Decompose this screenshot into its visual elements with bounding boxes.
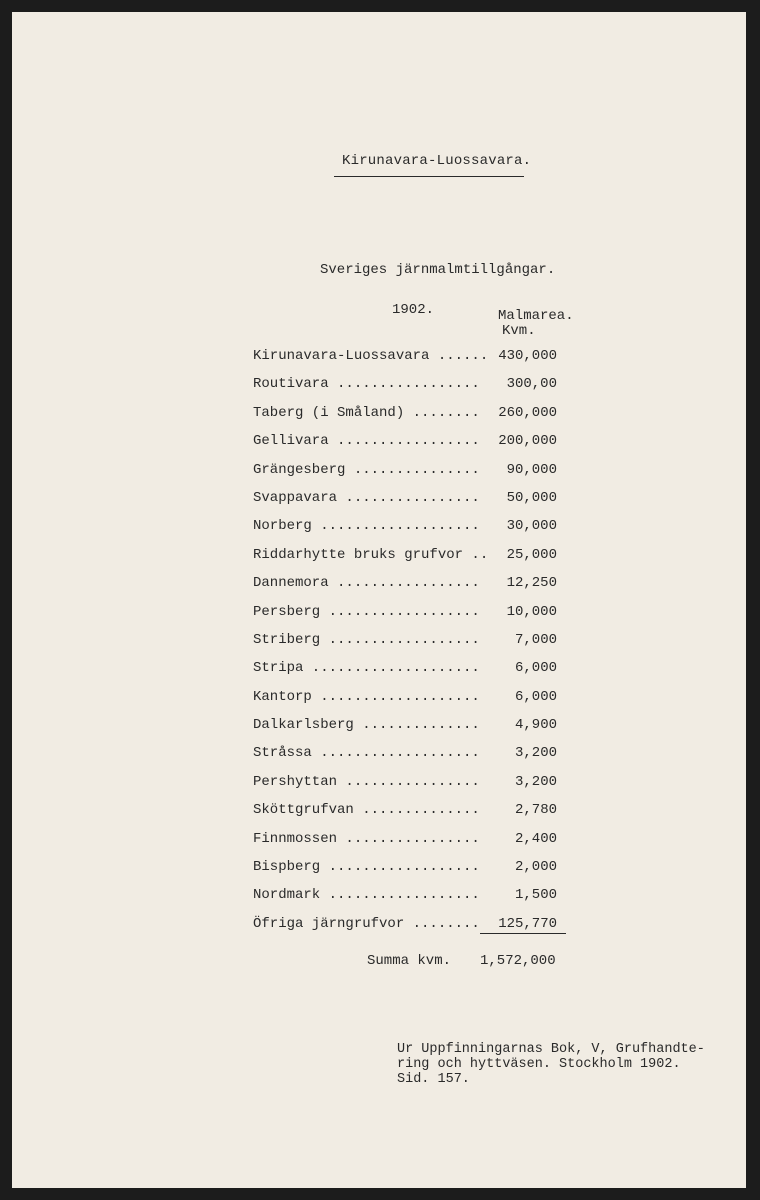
- total-value: 1,572,000: [480, 953, 556, 969]
- mine-name: Dalkarlsberg ..............: [253, 717, 480, 734]
- table-row: [253, 346, 573, 374]
- table-row: [253, 885, 573, 913]
- table-row: [253, 715, 573, 743]
- table-row: [253, 800, 573, 828]
- source-line: Ur Uppfinningarnas Bok, V, Grufhandte-: [397, 1042, 705, 1057]
- table-row: [253, 857, 573, 885]
- mine-area: 10,000: [506, 603, 557, 620]
- document-page: [12, 12, 746, 1188]
- table-row: [253, 687, 573, 715]
- mine-name: Kirunavara-Luossavara ......: [253, 348, 489, 364]
- mine-name: Striberg ..................: [253, 631, 480, 648]
- mine-area: 2,780: [514, 802, 557, 819]
- mine-area: 2,400: [514, 830, 557, 847]
- mine-name: Nordmark ..................: [253, 887, 480, 904]
- table-row: [253, 516, 573, 544]
- mine-name: Dannemora .................: [253, 575, 480, 592]
- mine-area: 6,000: [514, 688, 557, 705]
- mine-area: 50,000: [506, 489, 557, 506]
- mine-area: 6,000: [514, 660, 557, 677]
- table-row: [253, 829, 573, 857]
- mine-area: 7,000: [514, 631, 557, 648]
- table-row: [253, 772, 573, 800]
- column-header-label: Malmarea.: [498, 308, 574, 324]
- table-row: [253, 488, 573, 516]
- document-heading: Kirunavara-Luossavara.: [342, 153, 532, 169]
- mine-name: Norberg ...................: [253, 518, 480, 535]
- table-year: 1902.: [392, 302, 435, 318]
- mine-name: Routivara .................: [253, 376, 480, 393]
- table-row: [253, 743, 573, 771]
- table-row: [253, 374, 573, 402]
- mine-name: Riddarhytte bruks grufvor ..: [253, 546, 489, 563]
- table-row: [253, 460, 573, 488]
- table-row: [253, 658, 573, 686]
- mine-name: Stråssa ...................: [253, 745, 480, 762]
- table-row: [253, 431, 573, 459]
- heading-underline: [334, 176, 524, 177]
- source-citation: [397, 1042, 705, 1087]
- mine-name: Sköttgrufvan ..............: [253, 802, 480, 819]
- mine-area: 260,000: [498, 404, 557, 421]
- mine-area: 300,00: [506, 376, 557, 393]
- mine-name: Persberg ..................: [253, 603, 480, 620]
- mine-table: [253, 346, 573, 942]
- mine-area: 90,000: [506, 461, 557, 478]
- mine-name: Gellivara .................: [253, 433, 480, 450]
- column-header-unit: Kvm.: [502, 323, 536, 339]
- table-row: [253, 914, 573, 942]
- mine-name: Finnmossen ................: [253, 830, 480, 847]
- mine-area: 200,000: [498, 433, 557, 450]
- mine-area: 25,000: [506, 546, 557, 563]
- mine-area: 30,000: [506, 518, 557, 535]
- mine-name: Öfriga järngrufvor ........: [253, 915, 480, 932]
- mine-area: 1,500: [514, 887, 557, 904]
- mine-area: 3,200: [514, 745, 557, 762]
- table-title: Sveriges järnmalmtillgångar.: [320, 262, 556, 278]
- mine-area: 12,250: [506, 575, 557, 592]
- source-line: ring och hyttväsen. Stockholm 1902.: [397, 1057, 681, 1072]
- mine-name: Kantorp ...................: [253, 688, 480, 705]
- mine-area: 125,770: [498, 915, 557, 932]
- total-label: Summa kvm.: [367, 953, 452, 969]
- source-line: Sid. 157.: [397, 1072, 470, 1087]
- mine-area: 430,000: [498, 348, 557, 364]
- mine-name: Pershyttan ................: [253, 773, 480, 790]
- table-row: [253, 630, 573, 658]
- mine-name: Svappavara ................: [253, 489, 480, 506]
- mine-area: 2,000: [514, 859, 557, 876]
- table-row: [253, 602, 573, 630]
- table-row: [253, 403, 573, 431]
- column-header: [498, 309, 578, 339]
- mine-name: Stripa ....................: [253, 660, 480, 677]
- total-rule: [480, 933, 566, 934]
- mine-area: 4,900: [514, 717, 557, 734]
- mine-name: Grängesberg ...............: [253, 461, 480, 478]
- mine-name: Bispberg ..................: [253, 859, 480, 876]
- mine-area: 3,200: [514, 773, 557, 790]
- table-row: [253, 573, 573, 601]
- table-row: [253, 545, 573, 573]
- mine-name: Taberg (i Småland) ........: [253, 404, 480, 421]
